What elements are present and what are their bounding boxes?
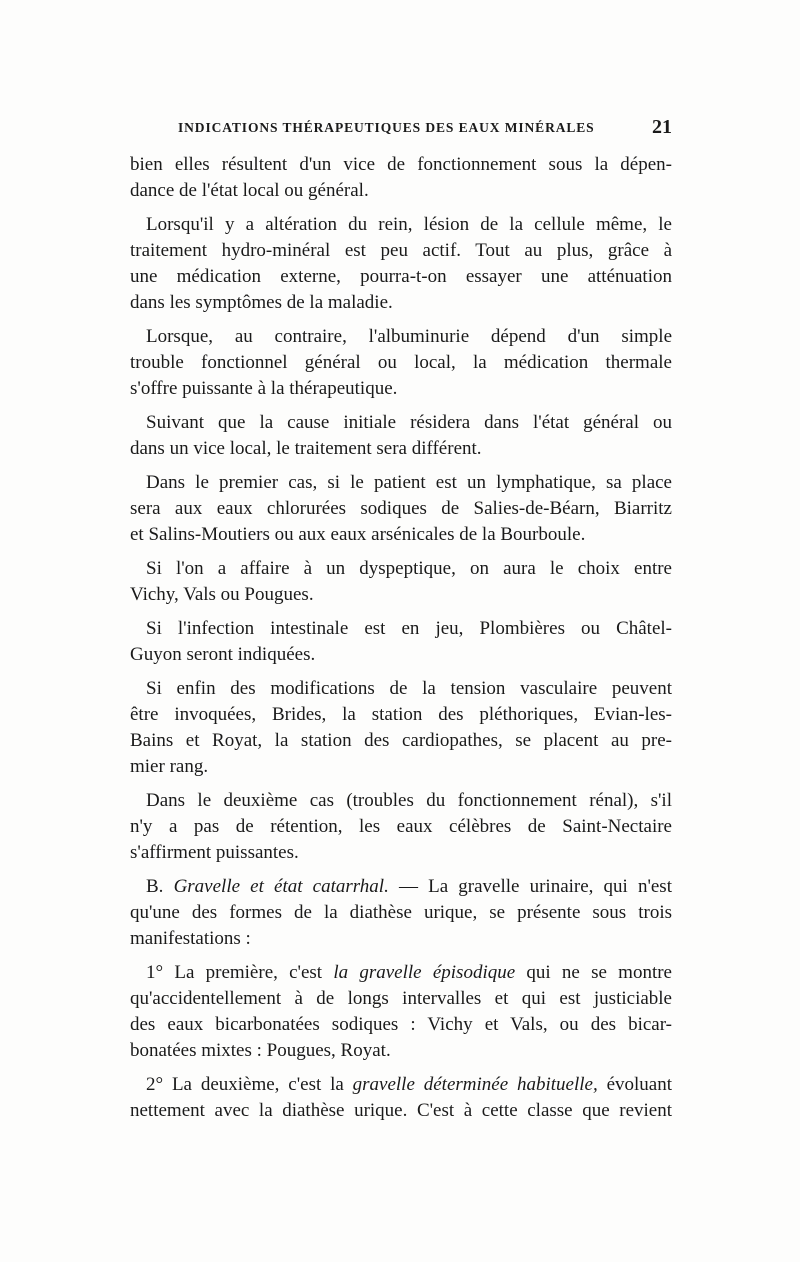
text-line: traitement hydro-minéral est peu actif. Tout au plus, grâce à: [130, 240, 672, 261]
text-line: mier rang.: [130, 756, 209, 777]
text-line: Dans le deuxième cas (troubles du fonctionnement rénal), s'il: [146, 790, 672, 811]
text-line: [130, 960, 672, 986]
text-line: Suivant que la cause initiale résidera dans l'état général ou: [146, 412, 672, 433]
paragraph: [130, 788, 672, 866]
text-line: nettement avec la diathèse urique. C'est à cette classe que revient: [130, 1100, 672, 1121]
text-line: Bains et Royat, la station des cardiopathes, se placent au pre-: [130, 730, 672, 751]
text-line: Si l'on a affaire à un dyspeptique, on aura le choix entre: [146, 558, 672, 579]
page-number: 21: [652, 116, 672, 138]
paragraph: [130, 556, 672, 608]
text-line: dans un vice local, le traitement sera différent.: [130, 438, 482, 459]
text-line: Lorsqu'il y a altération du rein, lésion de la cellule même, le: [146, 214, 672, 235]
text-line: manifestations :: [130, 928, 251, 949]
text-run: B.: [146, 876, 174, 897]
paragraph: [130, 212, 672, 316]
text-line: n'y a pas de rétention, les eaux célèbres de Saint-Nectaire: [130, 816, 672, 837]
text-line: des eaux bicarbonatées sodiques : Vichy et Vals, ou des bicar-: [130, 1014, 672, 1035]
paragraph: [130, 410, 672, 462]
text-line: s'affirment puissantes.: [130, 842, 299, 863]
paragraph: [130, 470, 672, 548]
paragraph: [130, 676, 672, 780]
text-line: dans les symptômes de la maladie.: [130, 292, 393, 313]
text-line: qu'accidentellement à de longs intervalles et qui est justiciable: [130, 988, 672, 1009]
text-line: Dans le premier cas, si le patient est un lymphatique, sa place: [146, 472, 672, 493]
text-line: sera aux eaux chlorurées sodiques de Salies-de-Béarn, Biarritz: [130, 498, 672, 519]
text-line: bonatées mixtes : Pougues, Royat.: [130, 1040, 391, 1061]
text-run: qui ne se montre: [515, 962, 672, 983]
text-line: être invoquées, Brides, la station des pléthoriques, Evian-les-: [130, 704, 672, 725]
text-line: [130, 874, 672, 900]
text-line: Si enfin des modifications de la tension vasculaire peuvent: [146, 678, 672, 699]
text-line: et Salins-Moutiers ou aux eaux arsénicales de la Bourboule.: [130, 524, 586, 545]
paragraph: [130, 874, 672, 952]
text-line: s'offre puissante à la thérapeutique.: [130, 378, 398, 399]
paragraph: [130, 152, 672, 204]
text-line: une médication externe, pourra-t-on essayer une atténuation: [130, 266, 672, 287]
running-title: INDICATIONS THÉRAPEUTIQUES DES EAUX MINÉRALES: [178, 120, 595, 135]
paragraph: [130, 324, 672, 402]
text-line: [130, 1072, 672, 1098]
body-text: [130, 152, 672, 1124]
text-run: 1° La première, c'est: [146, 962, 334, 983]
italic-term: gravelle déterminée habituelle,: [352, 1074, 598, 1095]
text-run: évoluant: [597, 1074, 672, 1095]
paragraph: [130, 960, 672, 1064]
text-run: — La gravelle urinaire, qui n'est: [388, 876, 672, 897]
text-line: dance de l'état local ou général.: [130, 180, 369, 201]
paragraph: [130, 1072, 672, 1124]
text-line: qu'une des formes de la diathèse urique, se présente sous trois: [130, 902, 672, 923]
text-line: Si l'infection intestinale est en jeu, Plombières ou Châtel-: [146, 618, 672, 639]
italic-term: la gravelle épisodique: [333, 962, 516, 983]
text-line: Lorsque, au contraire, l'albuminurie dépend d'un simple: [146, 326, 672, 347]
text-line: Vichy, Vals ou Pougues.: [130, 584, 314, 605]
text-run: 2° La deuxième, c'est la: [146, 1074, 353, 1095]
running-head: [130, 116, 672, 140]
text-line: trouble fonctionnel général ou local, la médication thermale: [130, 352, 672, 373]
text-line: bien elles résultent d'un vice de fonctionnement sous la dépen-: [130, 154, 672, 175]
italic-heading: Gravelle et état catarrhal.: [173, 876, 389, 897]
text-line: Guyon seront indiquées.: [130, 644, 316, 665]
paragraph: [130, 616, 672, 668]
